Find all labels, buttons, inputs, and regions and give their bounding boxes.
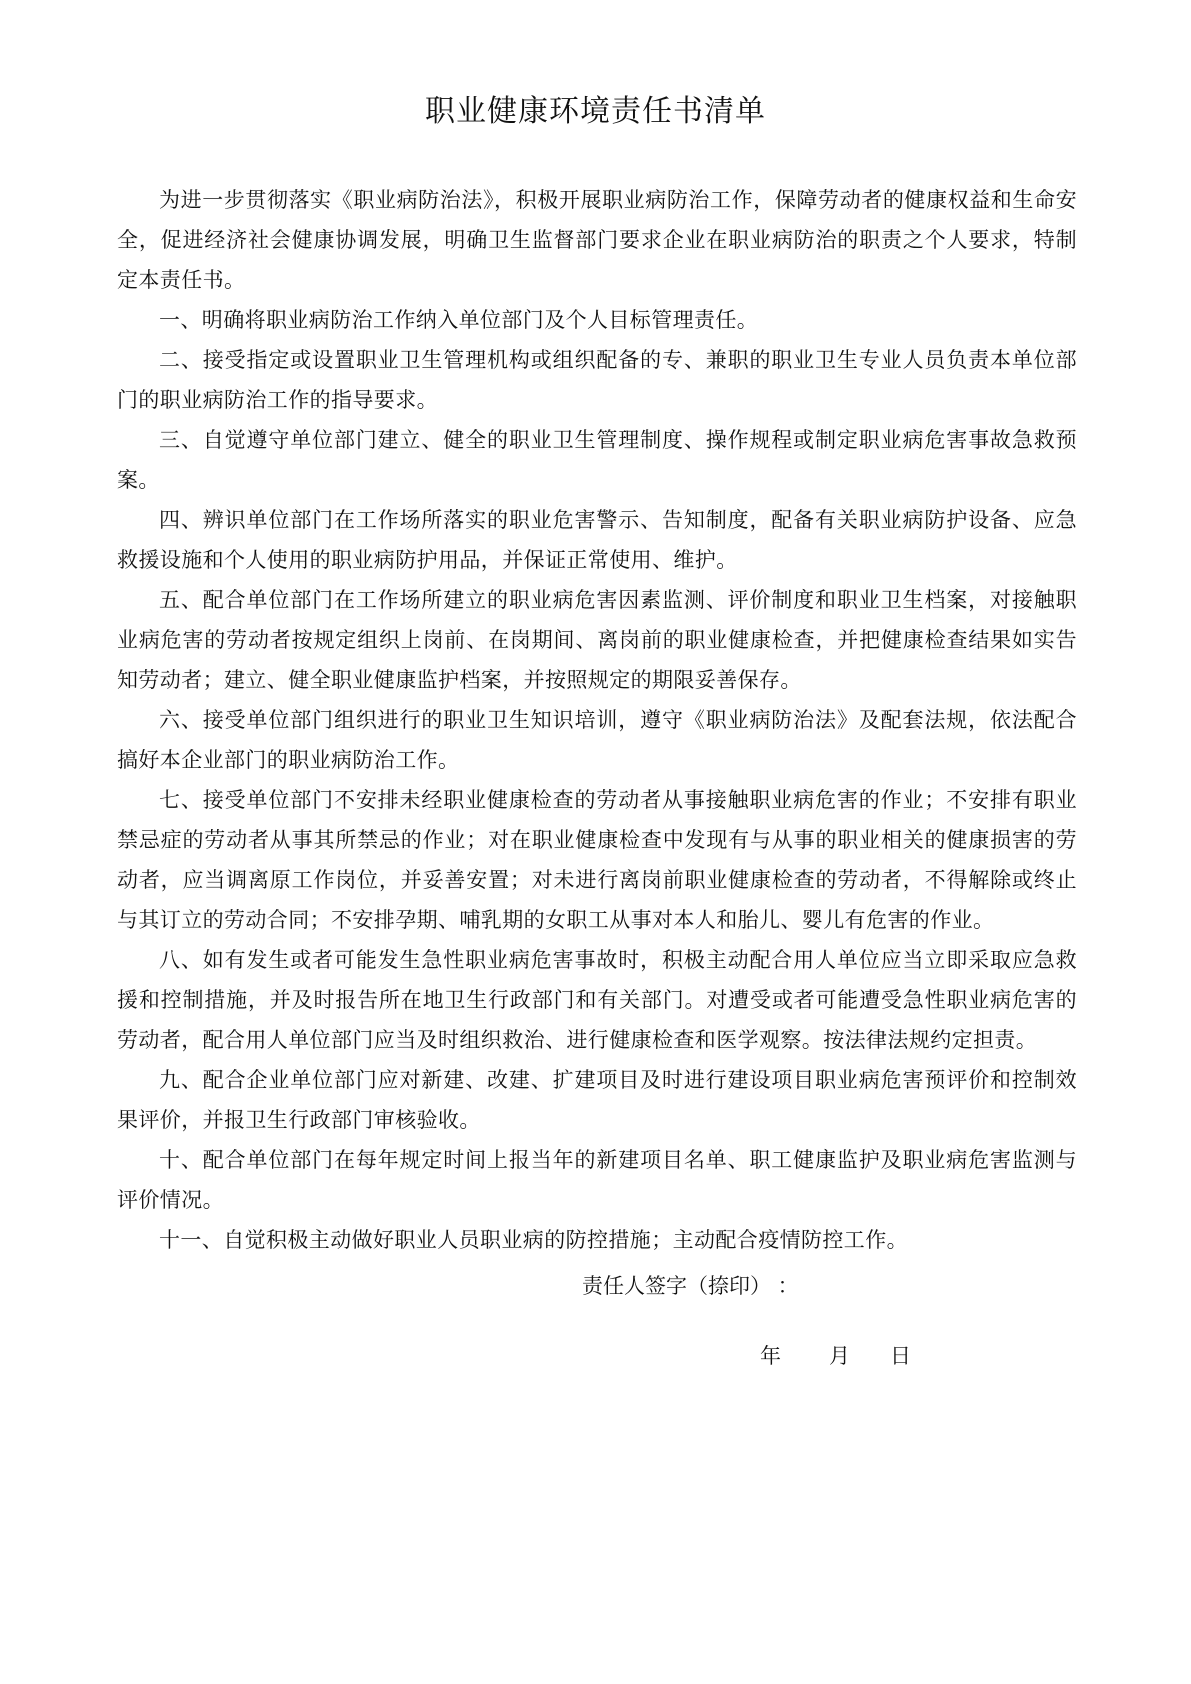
clause-6: 六、接受单位部门组织进行的职业卫生知识培训，遵守《职业病防治法》及配套法规，依法配合搞好本企业部门的职业病防治工作。 [117,708,1077,772]
clause-7: 七、接受单位部门不安排未经职业健康检查的劳动者从事接触职业病危害的作业；不安排有职业禁忌症的劳动者从事其所禁忌的作业；对在职业健康检查中发现有与从事的职业相关的健康损害的劳动者，应当调离原工作岗位，并妥善安置；对未进行离岗前职业健康检查的劳动者，不得解除或终止与其订立的劳动合同；不安排孕期、哺乳期的女职工从事对本人和胎儿、婴儿有危害的作业。 [117,788,1077,932]
clause-8: 八、如有发生或者可能发生急性职业病危害事故时，积极主动配合用人单位应当立即采取应急救援和控制措施，并及时报告所在地卫生行政部门和有关部门。对遭受或者可能遭受急性职业病危害的劳动者，配合用人单位部门应当及时组织救治、进行健康检查和医学观察。按法律法规约定担责。 [117,948,1077,1052]
date-line [760,1336,911,1376]
document-title: 职业健康环境责任书清单 [425,94,766,129]
date-month-label: 月 [829,1344,850,1368]
clause-2: 二、接受指定或设置职业卫生管理机构或组织配备的专、兼职的职业卫生专业人员负责本单位部门的职业病防治工作的指导要求。 [117,348,1077,412]
clause-11: 十一、自觉积极主动做好职业人员职业病的防控措施；主动配合疫情防控工作。 [159,1228,908,1252]
clause-5: 五、配合单位部门在工作场所建立的职业病危害因素监测、评价制度和职业卫生档案，对接触职业病危害的劳动者按规定组织上岗前、在岗期间、离岗前的职业健康检查，并把健康检查结果如实告知劳动者；建立、健全职业健康监护档案，并按照规定的期限妥善保存。 [117,588,1077,692]
clause-1: 一、明确将职业病防治工作纳入单位部门及个人目标管理责任。 [159,308,759,332]
clause-9: 九、配合企业单位部门应对新建、改建、扩建项目及时进行建设项目职业病危害预评价和控制效果评价，并报卫生行政部门审核验收。 [117,1068,1077,1132]
clause-10: 十、配合单位部门在每年规定时间上报当年的新建项目名单、职工健康监护及职业病危害监测与评价情况。 [117,1148,1077,1212]
signature-label: 责任人签字（捺印） ： [582,1274,799,1298]
clause-4: 四、辨识单位部门在工作场所落实的职业危害警示、告知制度，配备有关职业病防护设备、应急救援设施和个人使用的职业病防护用品，并保证正常使用、维护。 [117,508,1077,572]
document-body [117,180,1077,1260]
intro-paragraph: 为进一步贯彻落实《职业病防治法》，积极开展职业病防治工作，保障劳动者的健康权益和生命安全，促进经济社会健康协调发展，明确卫生监督部门要求企业在职业病防治的职责之个人要求，特制定本责任书。 [117,188,1077,292]
date-year-label: 年 [760,1344,781,1368]
date-day-label: 日 [890,1344,911,1368]
clause-3: 三、自觉遵守单位部门建立、健全的职业卫生管理制度、操作规程或制定职业病危害事故急救预案。 [117,428,1077,492]
